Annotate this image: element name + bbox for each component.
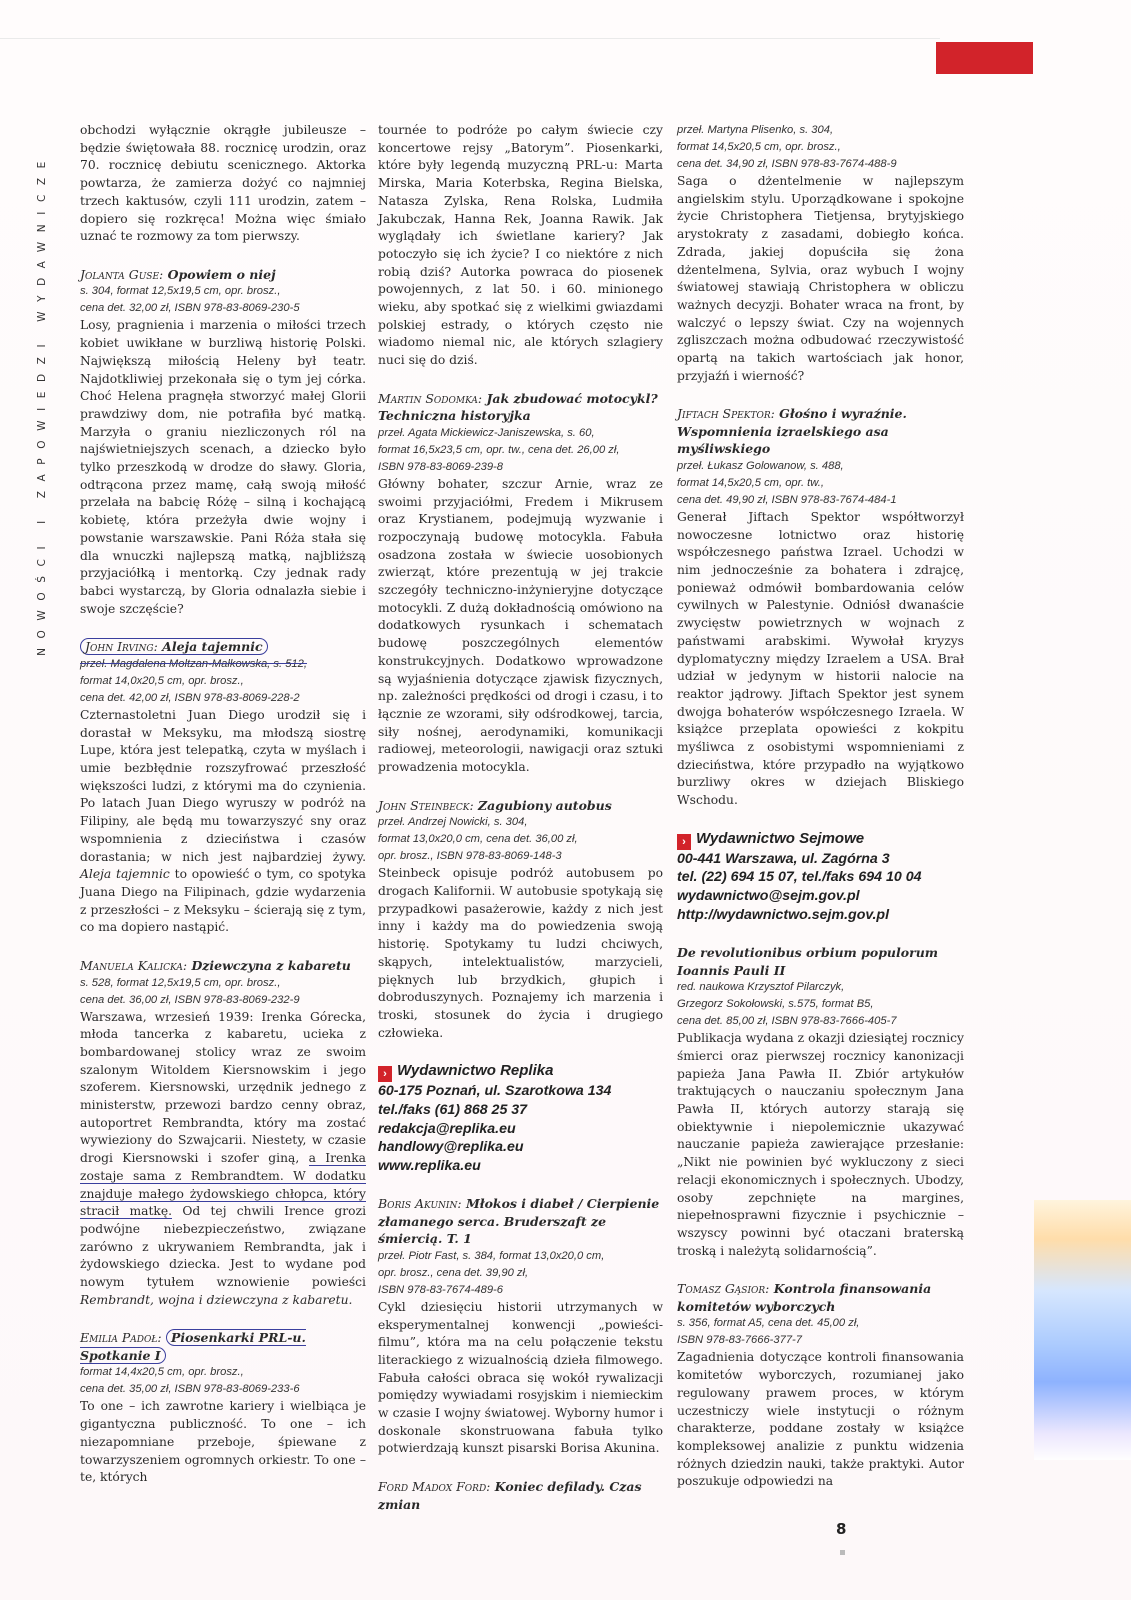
book-description: Losy, pragnienia i marzenia o miłości trzech kobiet uwikłane w burzliwą historię Polski. Największą miłością Heleny był teatr. Najdotkliwiej przekonała się o tym jej córka. Choć Helena pragnęła stworzyć małej Glorii prawdziwy dom, nie potrafiła być matką. Marzyła o graniu niezliczonych ról na najświetniejszych scenach, a dziecko było tylko przeszkodą w drodze do sławy. Gloria, odtrącona przez mamę, całą swoją miłość przelała na babcię Różę – silną i kochającą kobietę, która przeżyła dwie wojny i powstanie warszawskie. Pani Róża stała się dla wnuczki najlepszą matką, najbliższą przyjaciółką i mentorką. Czy jednak rady babci wystarczą, by Gloria odnalazła siebie i swoje szczęście? bbox=[80, 318, 366, 616]
book-title: Aleja tajemnic bbox=[162, 639, 263, 655]
book-meta: przeł. Magdalena Moltzan-Małkowska, s. 512, bbox=[80, 657, 307, 670]
book-meta: ISBN 978-83-7674-489-6 bbox=[378, 1283, 504, 1296]
book-author: Martin Sodomka: bbox=[378, 390, 483, 406]
book-description: Zagadnienia dotyczące kontroli finansowania komitetów wyborczych, rozumianej jako regulowany prawem proces, w którym uczestniczy wiele instytucji o różnym charakterze, poddane zostały w książce kompleksowej analizie z punktu widzenia różnych dziedzin nauki, także praktyki. Autor poszukuje odpowiedzi na bbox=[677, 1350, 964, 1489]
column-left bbox=[80, 122, 366, 1487]
book-author: Emilia Padoł: bbox=[80, 1330, 162, 1346]
book-title: Dziewczyna z kabaretu bbox=[191, 958, 351, 974]
book-heading bbox=[677, 1280, 964, 1315]
book-meta: ISBN 978-83-7666-377-7 bbox=[677, 1334, 803, 1347]
book-meta: cena det. 36,00 zł, ISBN 978-83-8069-232-9 bbox=[80, 993, 300, 1006]
book-meta: cena det. 35,00 zł, ISBN 978-83-8069-233-6 bbox=[80, 1383, 300, 1396]
publisher-email[interactable]: redakcja@replika.eu bbox=[378, 1120, 516, 1137]
book-title: Głośno i wyraźnie. Wspomnienia izraelskiego asa myśliwskiego bbox=[677, 406, 907, 457]
book-title: Piosenkarki PRL-u. Spotkanie I bbox=[80, 1330, 306, 1363]
book-heading bbox=[378, 390, 663, 425]
book-meta: przeł. Andrzej Nowicki, s. 304, bbox=[378, 816, 528, 829]
publisher-website[interactable]: http://wydawnictwo.sejm.gov.pl bbox=[677, 906, 890, 923]
book-heading bbox=[378, 797, 663, 815]
book-meta: przeł. Martyna Plisenko, s. 304, bbox=[677, 124, 834, 136]
book-heading bbox=[80, 266, 366, 284]
book-meta: cena det. 49,90 zł, ISBN 978-83-7674-484-1 bbox=[677, 493, 897, 506]
book-meta: s. 304, format 12,5x19,5 cm, opr. brosz., bbox=[80, 285, 281, 298]
publisher-address: 00-441 Warszawa, ul. Zagórna 3 bbox=[677, 850, 890, 867]
book-heading bbox=[378, 1478, 663, 1513]
desc-part: Warszawa, wrzesień 1939: Irenka Górecka, młoda tancerka z kabaretu, ucieka z bombardowanej stolicy wraz ze swoim szalonym Witoldem Kiersnowskim i jego szoferem. Kiersnowski, urzędnik jednego z ministerstw, przewozi bardzo cenny obraz, autoportret Rembrandta, który ma zostać wywieziony do Szwajcarii. Niestety, w czasie drogi Kiersnowski i szofer giną, bbox=[80, 1009, 366, 1166]
book-meta: przeł. Łukasz Golowanow, s. 488, bbox=[677, 459, 844, 472]
scan-color-strip bbox=[1034, 1200, 1131, 1460]
book-meta: przeł. Piotr Fast, s. 384, format 13,0x20,0 cm, bbox=[378, 1249, 605, 1262]
col1-intro: obchodzi wyłącznie okrągłe jubileusze – będzie świętowała 88. rocznicę urodzin, oraz 70. rocznicę debiutu scenicznego. Aktorka powtarza, że zamierza dożyć co najmniej trzech kaktusów, czyli 111 urodzin, zatem – dopiero się rozkręca! Można więc śmiało uznać te rozmowy za tom pierwszy. bbox=[80, 123, 366, 244]
publisher-sejmowe bbox=[677, 830, 964, 924]
publisher-website[interactable]: www.replika.eu bbox=[378, 1157, 481, 1174]
book-meta: s. 528, format 12,5x19,5 cm, opr. brosz., bbox=[80, 976, 281, 989]
red-corner-tab bbox=[936, 42, 1033, 74]
book-title: Opowiem o niej bbox=[167, 266, 276, 282]
book-meta: cena det. 34,90 zł, ISBN 978-83-7674-488-9 bbox=[677, 158, 897, 170]
page-number: 8 bbox=[836, 1520, 847, 1538]
book-meta: ISBN 978-83-8069-239-8 bbox=[378, 460, 504, 473]
book-author: John Steinbeck: bbox=[378, 797, 474, 813]
publisher-name-row bbox=[378, 1062, 663, 1082]
inline-title: Aleja tajemnic bbox=[80, 867, 170, 882]
book-meta: przeł. Agata Mickiewicz-Janiszewska, s. 60, bbox=[378, 426, 595, 439]
book-entry-sodomka bbox=[378, 390, 663, 777]
section-title-text: NOWOŚCI I ZAPOWIEDZI WYDAWNICZE bbox=[36, 152, 48, 656]
book-title: Jak zbudować motocykl? Techniczna historyjka bbox=[378, 390, 658, 424]
book-entry-spektor bbox=[677, 405, 964, 809]
book-entry-gasior bbox=[677, 1280, 964, 1491]
book-meta: format 14,5x20,5 cm, opr. brosz., bbox=[677, 141, 841, 153]
publisher-name: Wydawnictwo Replika bbox=[397, 1062, 554, 1080]
book-meta: format 14,4x20,5 cm, opr. brosz., bbox=[80, 1366, 244, 1379]
book-title: Kontrola finansowania komitetów wyborczych bbox=[677, 1281, 932, 1314]
book-meta: format 13,0x20,0 cm, cena det. 36,00 zł, bbox=[378, 833, 578, 846]
column-right bbox=[677, 122, 964, 1491]
book-title: Młokos i diabeł / Cierpienie złamanego serca. Bruderszaft ze śmiercią. T. 1 bbox=[378, 1196, 660, 1247]
book-heading bbox=[677, 405, 964, 458]
book-meta: red. naukowa Krzysztof Pilarczyk, bbox=[677, 981, 845, 994]
book-author: Ford Madox Ford: bbox=[378, 1479, 491, 1495]
publisher-email[interactable]: wydawnictwo@sejm.gov.pl bbox=[677, 888, 860, 905]
book-description: Publikacja wydana z okazji dziesiątej rocznicy śmierci oraz pierwszej rocznicy kanonizacji papieża Jana Pawła II. Zbiór artykułów traktujących o nauczaniu społecznym Jana Pawła II, których autorzy starają się obiektywnie i niepolemicznie ukazywać nauczanie papieża zawierające przesłanie: „Nikt nie powinien być wykluczony z sieci relacji ekonomicznych i społecznych. Ubodzy, osoby zepchnięte na margines, niepełnosprawni fizycznie i psychicznie – wszyscy powinni być otaczani braterską troską i należytą solidarnością”. bbox=[677, 1031, 964, 1258]
book-entry-guse bbox=[80, 266, 366, 618]
top-rule bbox=[0, 38, 940, 39]
book-meta: format 16,5x23,5 cm, opr. tw., cena det. 26,00 zł, bbox=[378, 443, 620, 456]
book-description: Generał Jiftach Spektor współtworzył nowoczesne lotnictwo oraz historię współczesnego państwa Izrael. Uchodzi w nim jednocześnie za bohatera i zdrajcę, ponieważ odmówił bombardowania celów cywilnych w Palestynie. Odniósł dwanaście zwycięstw powietrznych w wojnach z państwami arabskimi. Wywołał kryzys dyplomatyczny między Izraelem a USA. Brał udział w jedynym w historii nalocie na reaktor jądrowy. Jiftach Spektor jest synem dwojga bohaterów współczesnego Izraela. W książce przeplata opowieści z kokpitu myśliwca z osobistymi wspomnieniami z dzieciństwa, które przypadło na wyjątkowo burzliwy okres w dziejach Bliskiego Wschodu. bbox=[677, 509, 964, 808]
book-author: Boris Akunin: bbox=[378, 1196, 462, 1212]
book-meta: opr. brosz., ISBN 978-83-8069-148-3 bbox=[378, 850, 562, 863]
book-entry-kalicka bbox=[80, 957, 366, 1309]
page-marker bbox=[840, 1550, 845, 1555]
book-entry-jan-pawel bbox=[677, 944, 964, 1260]
book-description: Saga o dżentelmenie w najlepszym angielskim stylu. Uporządkowane i spokojne życie Christophera Tietjensa, brytyjskiego arystokraty z zasadami, dobiegło końca. Zdrada, jakiej dopuściła się żona dżentelmena, Sylvia, oraz wybuch I wojny światowej stawiają Christophera w obliczu ważnych decyzji. Bohater wraca na front, by walczyć o lepszy świat. Czy na wojennych zgliszczach można odbudować rzeczywistość opartą na takich wartościach jak honor, przyjaźń i wierność? bbox=[677, 174, 964, 383]
book-author: Jiftach Spektor: bbox=[677, 406, 775, 422]
book-meta: Grzegorz Sokołowski, s.575, format B5, bbox=[677, 998, 874, 1011]
book-meta: cena det. 42,00 zł, ISBN 978-83-8069-228-2 bbox=[80, 691, 300, 704]
book-description: Steinbeck opisuje podróż autobusem po drogach Kalifornii. W autobusie spotykają się przypadkowi pasażerowie, każdy z nich jest inny i każdy ma do powiedzenia swoją historię. Spotykamy tu ludzi chciwych, skąpych, intelektualistów, marzycieli, pięknych lub brzydkich, głupich i dobroduszynych. Poznajemy ich marzenia i troski, stosunek do życia i drugiego człowieka. bbox=[378, 866, 663, 1040]
book-title: Koniec defilady. Czas zmian bbox=[378, 1479, 642, 1512]
publisher-phone: tel./faks (61) 868 25 37 bbox=[378, 1101, 528, 1118]
publisher-name-row bbox=[677, 830, 964, 850]
book-entry-ford-continued bbox=[677, 122, 964, 385]
book-heading bbox=[80, 957, 366, 975]
publisher-replika bbox=[378, 1062, 663, 1175]
arrow-right-icon: › bbox=[378, 1066, 392, 1082]
book-heading bbox=[378, 1195, 663, 1248]
book-meta: cena det. 85,00 zł, ISBN 978-83-7666-405-7 bbox=[677, 1015, 897, 1028]
book-entry-padol bbox=[80, 1329, 366, 1487]
book-entry-steinbeck bbox=[378, 797, 663, 1043]
book-description: To one – ich zawrotne kariery i wielbiąca je gigantyczna publiczność. To one – ich niezapomniane przeboje, śpiewane z towarzyszeniem ogromnych orkiestr. To one – te, których bbox=[80, 1399, 366, 1485]
book-heading bbox=[80, 1329, 366, 1364]
book-meta: format 14,0x20,5 cm, opr. brosz., bbox=[80, 674, 244, 687]
book-description bbox=[80, 1009, 366, 1310]
publisher-name: Wydawnictwo Sejmowe bbox=[696, 829, 865, 847]
book-entry-akunin bbox=[378, 1195, 663, 1458]
book-meta: s. 356, format A5, cena det. 45,00 zł, bbox=[677, 1317, 860, 1330]
book-description: Cykl dziesięciu historii utrzymanych w eksperymentalnej konwencji „powieści-filmu”, która ma na celu połączenie tekstu literackiego z wizualnością dzieła filmowego. Fabuła całości obraca się wokół rywalizacji pomiędzy wywiadami rosyjskim i niemieckim w czasie I wojny światowej. Wyborny humor i doskonale skonstruowana fabuła tylko potwierdzają kunszt pisarski Borisa Akunina. bbox=[378, 1299, 663, 1456]
handwritten-circle bbox=[80, 638, 268, 655]
book-entry-irving bbox=[80, 638, 366, 937]
book-author: John Irving: bbox=[85, 639, 158, 655]
book-meta: format 14,5x20,5 cm, opr. tw., bbox=[677, 476, 824, 489]
inline-title: Rembrandt, wojna i dziewczyna z kabaretu. bbox=[80, 1292, 353, 1307]
desc-part: to opowieść o tym, co spotyka Juana Diego na Filipinach, gdzie wydarzenia z przeszłości – z Meksyku – ścierają się z tym, co ma dopiero nastąpić. bbox=[80, 867, 366, 935]
book-author: Tomasz Gąsior: bbox=[677, 1281, 770, 1297]
book-heading bbox=[80, 638, 366, 656]
desc-part: Od tej chwili Irence grozi podwójne niebezpieczeństwo, związane zarówno z ukrywaniem Rembrandta, jak i żydowskiego dziecka. Jest to wydane pod nowym tytułem wznowienie powieści bbox=[80, 1204, 366, 1290]
publisher-email[interactable]: handlowy@replika.eu bbox=[378, 1139, 524, 1156]
book-description: Główny bohater, szczur Arnie, wraz ze swoimi przyjaciółmi, Fredem i Mikrusem oraz Krystianem, podejmują wyzwanie i rozpoczynają budowę motocykla. Fabuła osadzona została w świecie uosobionych zwierząt, które prezentują w jej trakcie szczegóły techniczno-inżynieryjne dotyczące motocykli. Z dużą dokładnością omówiono na dodatkowych rysunkach i schematach budowę poszczególnych elementów konstrukcyjnych. Dodatkowo wprowadzone są wyjaśnienia dotyczące zjawisk fizycznych, np. zależności prędkości od drogi i czasu, i to łącznie ze wzorami, siły odśrodkowej, tarcia, siły nośnej, aerodynamiki, komunikacji radiowej, meteorologii, nawigacji oraz sztuki prowadzenia motocykla. bbox=[378, 476, 663, 775]
book-entry-ford bbox=[378, 1478, 663, 1513]
book-description bbox=[80, 707, 366, 937]
handwritten-underline: a Irenka zostaje sama z Rembrandtem. W dodatku znajduje małego żydowskiego chłopca, który stracił matkę. bbox=[80, 1151, 366, 1219]
book-meta: cena det. 32,00 zł, ISBN 978-83-8069-230-5 bbox=[80, 302, 300, 315]
desc-part: Czternastoletni Juan Diego urodził się i dorastał w Meksyku, ma młodszą siostrę Lupe, która jest telepatką, czyta w myślach i umie bezbłędnie rozszyfrować przeszłość większości ludzi, z którymi ma do czynienia. Po latach Juan Diego wyruszy w podróż na Filipiny, ale będą mu towarzyszyć sny oraz wspomnienia z dzieciństwa i czasów dorastania; w nich jest najbardziej żywy. bbox=[80, 707, 366, 864]
book-title: Zagubiony autobus bbox=[478, 797, 612, 813]
publisher-phone: tel. (22) 694 15 07, tel./faks 694 10 04 bbox=[677, 869, 922, 886]
book-author: Jolanta Guse: bbox=[80, 266, 164, 282]
column-middle bbox=[378, 122, 663, 1513]
book-meta: opr. brosz., cena det. 39,90 zł, bbox=[378, 1266, 529, 1279]
book-author: Manuela Kalicka: bbox=[80, 958, 188, 974]
book-title: De revolutionibus orbium populorum Ioannis Pauli II bbox=[677, 945, 939, 978]
publisher-address: 60-175 Poznań, ul. Szarotkowa 134 bbox=[378, 1083, 612, 1100]
arrow-right-icon: › bbox=[677, 834, 691, 850]
col2-intro: tournée to podróże po całym świecie czy koncertowe rejsy „Batorym”. Piosenkarki, które były legendą muzyczną PRL-u: Marta Mirska, Maria Koterbska, Regina Bielska, Natasza Zylska, Rena Rolska, Ludmiła Jakubczak, Hanna Rek, Joanna Rawik. Jak wyglądały ich świetlane kariery? Jak potoczyło się ich życie? I co niektóre z nich robią dziś? Autorka powraca do piosenek powojennych, z lat 50. i 60. minionego wieku, aby spotkać się z wielkimi gwiazdami polskiej estrady, o których często nie wiadomo niemal nic, ale których szlagiery nuci się do dziś. bbox=[378, 123, 663, 368]
vertical-section-title bbox=[36, 118, 48, 678]
